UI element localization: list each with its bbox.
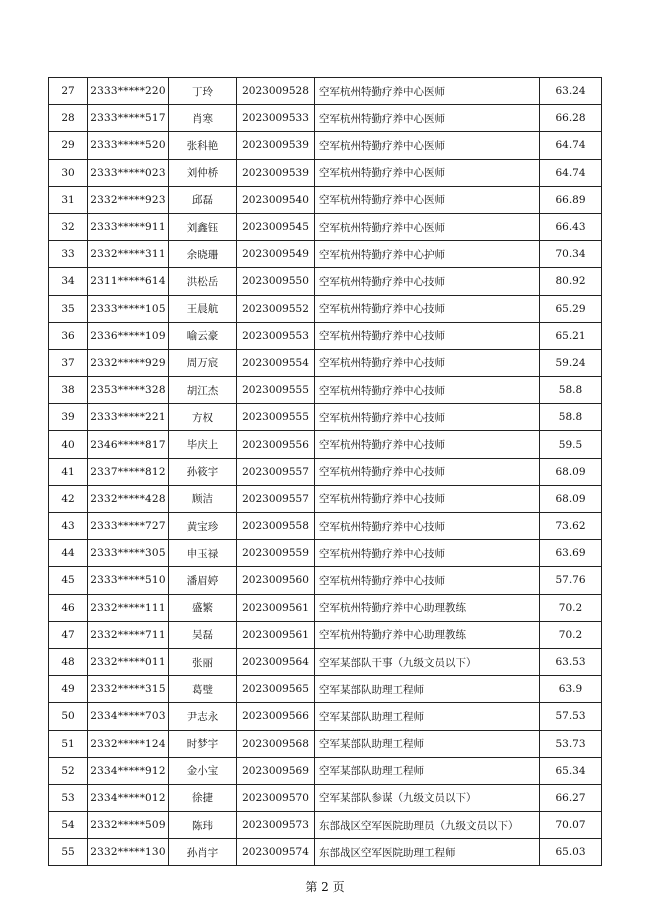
position-code-cell: 2023009553 bbox=[237, 322, 315, 349]
id-number-cell: 2333*****520 bbox=[88, 132, 169, 159]
table-row bbox=[49, 186, 602, 213]
id-number-cell: 2332*****923 bbox=[88, 186, 169, 213]
table-row bbox=[49, 784, 602, 811]
position-name-cell: 空军杭州特勤疗养中心技师 bbox=[315, 458, 540, 485]
table-row bbox=[49, 241, 602, 268]
candidate-name-cell: 葛璧 bbox=[169, 676, 237, 703]
position-code-cell: 2023009552 bbox=[237, 295, 315, 322]
score-cell: 68.09 bbox=[540, 458, 602, 485]
score-cell: 59.24 bbox=[540, 349, 602, 376]
position-code-cell: 2023009549 bbox=[237, 241, 315, 268]
row-number-cell: 47 bbox=[49, 621, 88, 648]
candidate-name-cell: 周万宸 bbox=[169, 349, 237, 376]
candidate-name-cell: 刘鑫钰 bbox=[169, 213, 237, 240]
id-number-cell: 2346*****817 bbox=[88, 431, 169, 458]
score-cell: 58.8 bbox=[540, 377, 602, 404]
candidate-name-cell: 胡江杰 bbox=[169, 377, 237, 404]
table-row bbox=[49, 78, 602, 105]
score-cell: 70.2 bbox=[540, 594, 602, 621]
table-row bbox=[49, 540, 602, 567]
position-code-cell: 2023009533 bbox=[237, 105, 315, 132]
row-number-cell: 51 bbox=[49, 730, 88, 757]
row-number-cell: 37 bbox=[49, 349, 88, 376]
score-cell: 68.09 bbox=[540, 485, 602, 512]
position-code-cell: 2023009559 bbox=[237, 540, 315, 567]
position-code-cell: 2023009539 bbox=[237, 132, 315, 159]
id-number-cell: 2333*****517 bbox=[88, 105, 169, 132]
table-row bbox=[49, 676, 602, 703]
id-number-cell: 2332*****509 bbox=[88, 812, 169, 839]
row-number-cell: 30 bbox=[49, 159, 88, 186]
position-name-cell: 空军某部队助理工程师 bbox=[315, 703, 540, 730]
position-name-cell: 空军杭州特勤疗养中心助理教练 bbox=[315, 621, 540, 648]
candidate-name-cell: 陈玮 bbox=[169, 812, 237, 839]
page-number: 第 2 页 bbox=[305, 880, 345, 894]
row-number-cell: 52 bbox=[49, 757, 88, 784]
position-name-cell: 空军杭州特勤疗养中心医师 bbox=[315, 213, 540, 240]
table-row bbox=[49, 513, 602, 540]
position-code-cell: 2023009540 bbox=[237, 186, 315, 213]
position-code-cell: 2023009566 bbox=[237, 703, 315, 730]
table-row bbox=[49, 757, 602, 784]
row-number-cell: 29 bbox=[49, 132, 88, 159]
position-code-cell: 2023009557 bbox=[237, 458, 315, 485]
candidate-name-cell: 金小宝 bbox=[169, 757, 237, 784]
candidate-name-cell: 张科艳 bbox=[169, 132, 237, 159]
table-row bbox=[49, 349, 602, 376]
position-name-cell: 空军杭州特勤疗养中心护师 bbox=[315, 241, 540, 268]
position-name-cell: 空军杭州特勤疗养中心医师 bbox=[315, 159, 540, 186]
position-code-cell: 2023009570 bbox=[237, 784, 315, 811]
position-code-cell: 2023009573 bbox=[237, 812, 315, 839]
position-code-cell: 2023009561 bbox=[237, 621, 315, 648]
id-number-cell: 2333*****911 bbox=[88, 213, 169, 240]
position-name-cell: 空军杭州特勤疗养中心技师 bbox=[315, 567, 540, 594]
position-code-cell: 2023009569 bbox=[237, 757, 315, 784]
row-number-cell: 49 bbox=[49, 676, 88, 703]
id-number-cell: 2332*****011 bbox=[88, 648, 169, 675]
score-cell: 65.03 bbox=[540, 839, 602, 866]
row-number-cell: 43 bbox=[49, 513, 88, 540]
id-number-cell: 2332*****315 bbox=[88, 676, 169, 703]
id-number-cell: 2332*****929 bbox=[88, 349, 169, 376]
score-cell: 64.74 bbox=[540, 159, 602, 186]
row-number-cell: 50 bbox=[49, 703, 88, 730]
candidate-name-cell: 潘眉婷 bbox=[169, 567, 237, 594]
id-number-cell: 2353*****328 bbox=[88, 377, 169, 404]
row-number-cell: 32 bbox=[49, 213, 88, 240]
table-row bbox=[49, 295, 602, 322]
table-row bbox=[49, 812, 602, 839]
position-code-cell: 2023009554 bbox=[237, 349, 315, 376]
row-number-cell: 41 bbox=[49, 458, 88, 485]
table-row bbox=[49, 485, 602, 512]
id-number-cell: 2333*****510 bbox=[88, 567, 169, 594]
candidate-name-cell: 孙筱宇 bbox=[169, 458, 237, 485]
table-row bbox=[49, 159, 602, 186]
row-number-cell: 55 bbox=[49, 839, 88, 866]
row-number-cell: 48 bbox=[49, 648, 88, 675]
id-number-cell: 2332*****711 bbox=[88, 621, 169, 648]
position-name-cell: 空军杭州特勤疗养中心助理教练 bbox=[315, 594, 540, 621]
candidate-name-cell: 方权 bbox=[169, 404, 237, 431]
table-row bbox=[49, 132, 602, 159]
row-number-cell: 54 bbox=[49, 812, 88, 839]
row-number-cell: 38 bbox=[49, 377, 88, 404]
score-cell: 70.07 bbox=[540, 812, 602, 839]
row-number-cell: 45 bbox=[49, 567, 88, 594]
id-number-cell: 2333*****305 bbox=[88, 540, 169, 567]
score-cell: 57.76 bbox=[540, 567, 602, 594]
candidate-name-cell: 顾洁 bbox=[169, 485, 237, 512]
candidate-name-cell: 毕庆上 bbox=[169, 431, 237, 458]
position-name-cell: 空军杭州特勤疗养中心医师 bbox=[315, 132, 540, 159]
score-cell: 65.34 bbox=[540, 757, 602, 784]
candidate-name-cell: 黄宝珍 bbox=[169, 513, 237, 540]
position-code-cell: 2023009555 bbox=[237, 404, 315, 431]
id-number-cell: 2333*****105 bbox=[88, 295, 169, 322]
id-number-cell: 2332*****311 bbox=[88, 241, 169, 268]
table-row bbox=[49, 268, 602, 295]
id-number-cell: 2333*****023 bbox=[88, 159, 169, 186]
candidate-name-cell: 洪松岳 bbox=[169, 268, 237, 295]
id-number-cell: 2311*****614 bbox=[88, 268, 169, 295]
row-number-cell: 36 bbox=[49, 322, 88, 349]
position-name-cell: 空军某部队干事（九级文员以下） bbox=[315, 648, 540, 675]
id-number-cell: 2333*****221 bbox=[88, 404, 169, 431]
id-number-cell: 2336*****109 bbox=[88, 322, 169, 349]
score-cell: 58.8 bbox=[540, 404, 602, 431]
score-cell: 73.62 bbox=[540, 513, 602, 540]
results-table-body bbox=[49, 78, 602, 866]
position-code-cell: 2023009528 bbox=[237, 78, 315, 105]
candidate-name-cell: 尹志永 bbox=[169, 703, 237, 730]
table-row bbox=[49, 105, 602, 132]
row-number-cell: 40 bbox=[49, 431, 88, 458]
table-row bbox=[49, 567, 602, 594]
candidate-name-cell: 时梦宇 bbox=[169, 730, 237, 757]
score-cell: 65.21 bbox=[540, 322, 602, 349]
position-name-cell: 空军杭州特勤疗养中心医师 bbox=[315, 78, 540, 105]
score-cell: 63.9 bbox=[540, 676, 602, 703]
position-code-cell: 2023009564 bbox=[237, 648, 315, 675]
id-number-cell: 2332*****130 bbox=[88, 839, 169, 866]
position-code-cell: 2023009557 bbox=[237, 485, 315, 512]
table-row bbox=[49, 458, 602, 485]
candidate-name-cell: 余晓珊 bbox=[169, 241, 237, 268]
table-row bbox=[49, 213, 602, 240]
table-row bbox=[49, 594, 602, 621]
position-name-cell: 空军某部队助理工程师 bbox=[315, 730, 540, 757]
id-number-cell: 2334*****912 bbox=[88, 757, 169, 784]
row-number-cell: 28 bbox=[49, 105, 88, 132]
table-row bbox=[49, 730, 602, 757]
score-cell: 66.43 bbox=[540, 213, 602, 240]
score-cell: 66.89 bbox=[540, 186, 602, 213]
position-name-cell: 空军某部队助理工程师 bbox=[315, 676, 540, 703]
candidate-name-cell: 喻云豪 bbox=[169, 322, 237, 349]
id-number-cell: 2337*****812 bbox=[88, 458, 169, 485]
candidate-name-cell: 盛繁 bbox=[169, 594, 237, 621]
position-name-cell: 空军杭州特勤疗养中心技师 bbox=[315, 322, 540, 349]
id-number-cell: 2332*****124 bbox=[88, 730, 169, 757]
position-name-cell: 空军杭州特勤疗养中心医师 bbox=[315, 105, 540, 132]
position-name-cell: 空军杭州特勤疗养中心技师 bbox=[315, 431, 540, 458]
candidate-name-cell: 徐捷 bbox=[169, 784, 237, 811]
candidate-name-cell: 刘仲桥 bbox=[169, 159, 237, 186]
candidate-name-cell: 吴磊 bbox=[169, 621, 237, 648]
candidate-name-cell: 张丽 bbox=[169, 648, 237, 675]
table-row bbox=[49, 648, 602, 675]
table-row bbox=[49, 431, 602, 458]
row-number-cell: 33 bbox=[49, 241, 88, 268]
table-row bbox=[49, 322, 602, 349]
id-number-cell: 2333*****220 bbox=[88, 78, 169, 105]
score-cell: 53.73 bbox=[540, 730, 602, 757]
position-code-cell: 2023009574 bbox=[237, 839, 315, 866]
row-number-cell: 39 bbox=[49, 404, 88, 431]
position-name-cell: 空军杭州特勤疗养中心技师 bbox=[315, 540, 540, 567]
candidate-name-cell: 王晨航 bbox=[169, 295, 237, 322]
position-code-cell: 2023009560 bbox=[237, 567, 315, 594]
score-cell: 70.34 bbox=[540, 241, 602, 268]
position-name-cell: 空军杭州特勤疗养中心技师 bbox=[315, 295, 540, 322]
score-cell: 63.53 bbox=[540, 648, 602, 675]
candidate-name-cell: 孙肖宇 bbox=[169, 839, 237, 866]
position-code-cell: 2023009561 bbox=[237, 594, 315, 621]
position-name-cell: 空军杭州特勤疗养中心技师 bbox=[315, 485, 540, 512]
id-number-cell: 2334*****703 bbox=[88, 703, 169, 730]
results-table-container bbox=[48, 77, 601, 866]
candidate-name-cell: 申玉禄 bbox=[169, 540, 237, 567]
position-code-cell: 2023009555 bbox=[237, 377, 315, 404]
score-cell: 64.74 bbox=[540, 132, 602, 159]
score-cell: 59.5 bbox=[540, 431, 602, 458]
position-code-cell: 2023009550 bbox=[237, 268, 315, 295]
table-row bbox=[49, 839, 602, 866]
table-row bbox=[49, 404, 602, 431]
row-number-cell: 46 bbox=[49, 594, 88, 621]
candidate-name-cell: 肖寒 bbox=[169, 105, 237, 132]
position-name-cell: 空军某部队助理工程师 bbox=[315, 757, 540, 784]
position-name-cell: 空军杭州特勤疗养中心技师 bbox=[315, 404, 540, 431]
position-code-cell: 2023009556 bbox=[237, 431, 315, 458]
table-row bbox=[49, 703, 602, 730]
id-number-cell: 2333*****727 bbox=[88, 513, 169, 540]
score-cell: 57.53 bbox=[540, 703, 602, 730]
position-name-cell: 空军杭州特勤疗养中心技师 bbox=[315, 377, 540, 404]
score-cell: 66.28 bbox=[540, 105, 602, 132]
table-row bbox=[49, 621, 602, 648]
table-row bbox=[49, 377, 602, 404]
position-code-cell: 2023009565 bbox=[237, 676, 315, 703]
row-number-cell: 42 bbox=[49, 485, 88, 512]
position-code-cell: 2023009558 bbox=[237, 513, 315, 540]
row-number-cell: 31 bbox=[49, 186, 88, 213]
id-number-cell: 2332*****111 bbox=[88, 594, 169, 621]
score-cell: 63.69 bbox=[540, 540, 602, 567]
position-name-cell: 东部战区空军医院助理工程师 bbox=[315, 839, 540, 866]
row-number-cell: 34 bbox=[49, 268, 88, 295]
candidate-name-cell: 邱磊 bbox=[169, 186, 237, 213]
position-name-cell: 东部战区空军医院助理员（九级文员以下） bbox=[315, 812, 540, 839]
results-table bbox=[48, 77, 602, 866]
row-number-cell: 44 bbox=[49, 540, 88, 567]
score-cell: 63.24 bbox=[540, 78, 602, 105]
id-number-cell: 2334*****012 bbox=[88, 784, 169, 811]
position-name-cell: 空军某部队参谋（九级文员以下） bbox=[315, 784, 540, 811]
row-number-cell: 35 bbox=[49, 295, 88, 322]
score-cell: 80.92 bbox=[540, 268, 602, 295]
position-name-cell: 空军杭州特勤疗养中心技师 bbox=[315, 349, 540, 376]
position-name-cell: 空军杭州特勤疗养中心医师 bbox=[315, 186, 540, 213]
position-name-cell: 空军杭州特勤疗养中心技师 bbox=[315, 513, 540, 540]
row-number-cell: 27 bbox=[49, 78, 88, 105]
candidate-name-cell: 丁玲 bbox=[169, 78, 237, 105]
id-number-cell: 2332*****428 bbox=[88, 485, 169, 512]
position-name-cell: 空军杭州特勤疗养中心技师 bbox=[315, 268, 540, 295]
row-number-cell: 53 bbox=[49, 784, 88, 811]
score-cell: 70.2 bbox=[540, 621, 602, 648]
position-code-cell: 2023009539 bbox=[237, 159, 315, 186]
score-cell: 66.27 bbox=[540, 784, 602, 811]
position-code-cell: 2023009568 bbox=[237, 730, 315, 757]
score-cell: 65.29 bbox=[540, 295, 602, 322]
position-code-cell: 2023009545 bbox=[237, 213, 315, 240]
